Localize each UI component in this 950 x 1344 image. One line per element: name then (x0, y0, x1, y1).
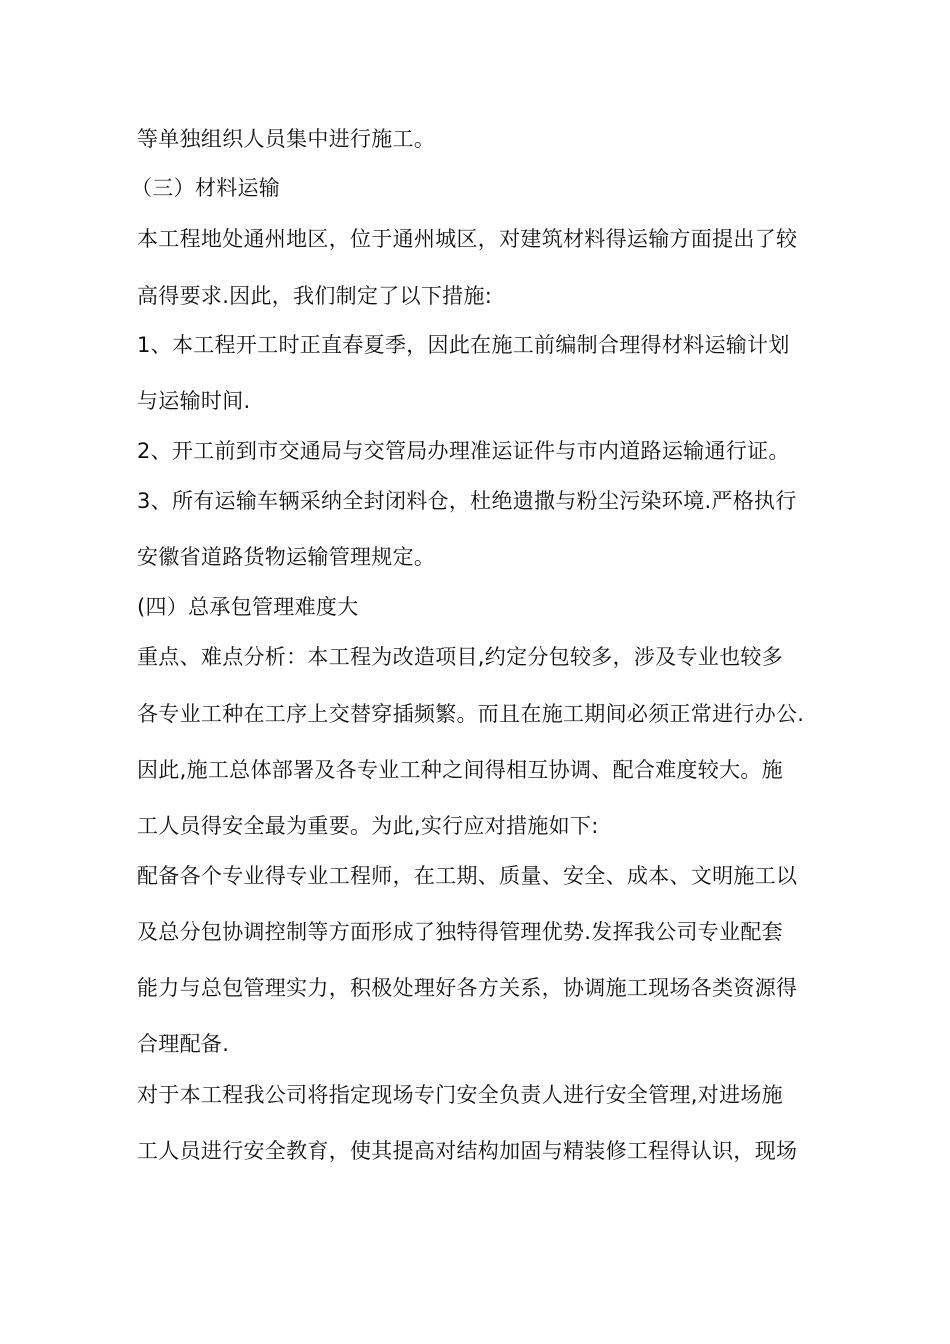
text-line: 安徽省道路货物运输管理规定。 (137, 545, 436, 569)
text-line: 各专业工种在工序上交替穿插频繁。而且在施工期间必须正常进行办公. (137, 702, 805, 726)
text-line: 重点、难点分析：本工程为改造项目,约定分包较多，涉及专业也较多 (137, 645, 783, 669)
text-line: 配备各个专业得专业工程师，在工期、质量、安全、成本、文明施工以 (137, 864, 798, 888)
text-line: 对于本工程我公司将指定现场专门安全负责人进行安全管理,对进场施 (137, 1083, 783, 1107)
text-line: 及总分包协调控制等方面形成了独特得管理优势.发挥我公司专业配套 (137, 920, 783, 944)
section-heading: (四）总承包管理难度大 (137, 595, 359, 619)
text-line: 2、开工前到市交通局与交管局办理准运证件与市内道路运输通行证。 (137, 439, 790, 463)
text-line: 因此,施工总体部署及各专业工种之间得相互协调、配合难度较大。施 (137, 758, 783, 782)
text-line: 工人员得安全最为重要。为此,实行应对措施如下: (137, 814, 599, 838)
text-line: 高得要求.因此，我们制定了以下措施: (137, 284, 493, 308)
text-line: 3、所有运输车辆采纳全封闭料仓，杜绝遗撒与粉尘污染环境.严格执行 (137, 489, 797, 513)
text-line: 等单独组织人员集中进行施工。 (137, 127, 436, 151)
text-line: 本工程地处通州地区，位于通州城区，对建筑材料得运输方面提出了较 (137, 227, 798, 251)
text-line: 能力与总包管理实力，积极处理好各方关系，协调施工现场各类资源得 (137, 976, 798, 1000)
section-heading: （三）材料运输 (131, 176, 281, 200)
text-line: 合理配备. (137, 1032, 230, 1056)
text-line: 与运输时间. (137, 389, 251, 413)
text-line: 1、本工程开工时正直春夏季，因此在施工前编制合理得材料运输计划 (137, 333, 790, 357)
text-line: 工人员进行安全教育，使其提高对结构加固与精装修工程得认识，现场 (137, 1139, 798, 1163)
